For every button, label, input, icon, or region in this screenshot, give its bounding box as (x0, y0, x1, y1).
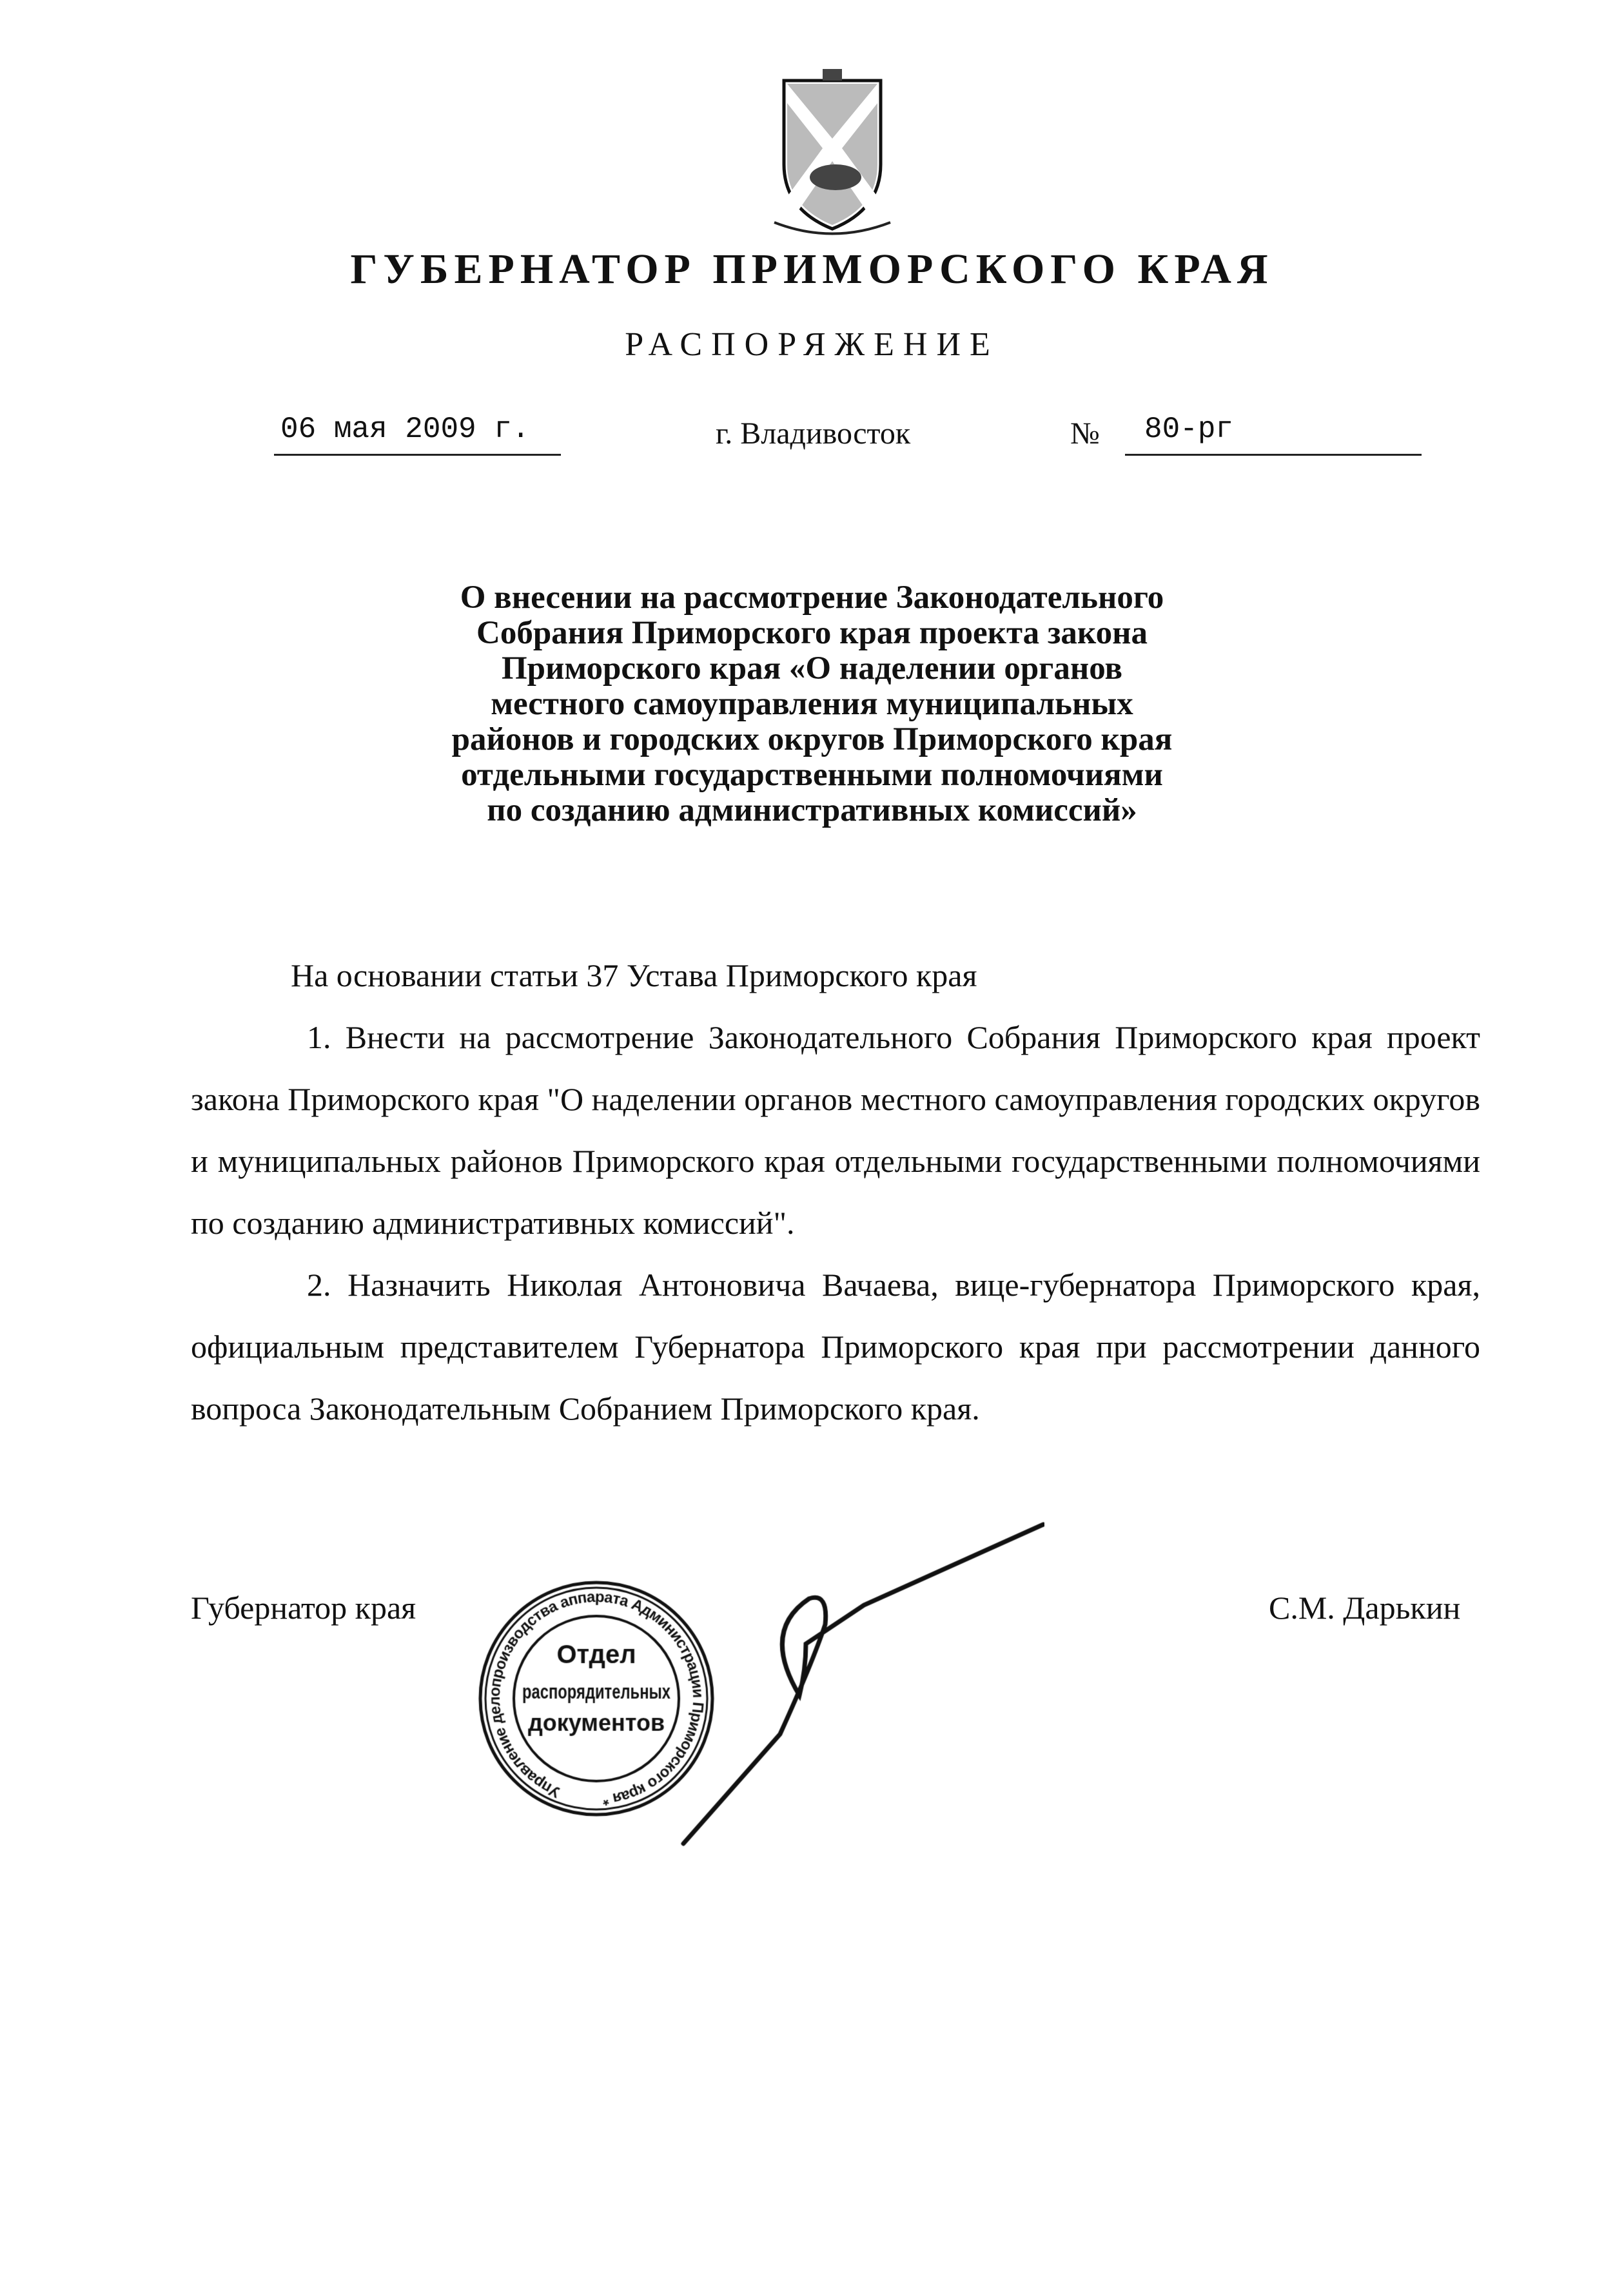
document-type: РАСПОРЯЖЕНИЕ (625, 326, 999, 363)
heading-line: местного самоуправления муниципальных (491, 686, 1133, 722)
official-stamp-and-signature (477, 1521, 1044, 1869)
heading-line: районов и городских округов Приморского края (451, 721, 1173, 757)
heading-line: отдельными государственными полномочиями (461, 757, 1163, 793)
document-city: г. Владивосток (716, 416, 911, 451)
basis-paragraph: На основании статьи 37 Устава Приморского края (291, 957, 977, 993)
item-1-paragraph: 1. Внести на рассмотрение Законодательного Собрания Приморского края проект закона Приморского края "О наделении органов местного самоуправления городских округов и муниципальных районов Приморского края отдельными государственными полномочиями по созданию административных комиссий". (191, 1019, 1480, 1241)
heading-line: Собрания Приморского края проекта закона (476, 615, 1148, 651)
heading-line: О внесении на рассмотрение Законодательного (460, 580, 1164, 616)
signatory-name: С.М. Дарькин (1269, 1590, 1461, 1626)
coat-of-arms-emblem (771, 68, 894, 235)
number-label: № (1070, 416, 1100, 451)
signatory-position: Губернатор края (191, 1590, 416, 1626)
heading-line: Приморского края «О наделении органов (502, 650, 1122, 687)
heading-line: по созданию административных комиссий» (487, 792, 1137, 828)
document-title: ГУБЕРНАТОР ПРИМОРСКОГО КРАЯ (350, 246, 1274, 293)
document-body (191, 944, 1480, 1439)
document-date: 06 мая 2009 г. (274, 413, 561, 456)
document-heading (0, 580, 1624, 828)
document-number: 80-рг (1125, 413, 1422, 456)
item-2-paragraph: 2. Назначить Николая Антоновича Вачаева, вице-губернатора Приморского края, официальным представителем Губернатора Приморского края при рассмотрении данного вопроса Законодательным Собранием Приморского края. (191, 1267, 1480, 1427)
